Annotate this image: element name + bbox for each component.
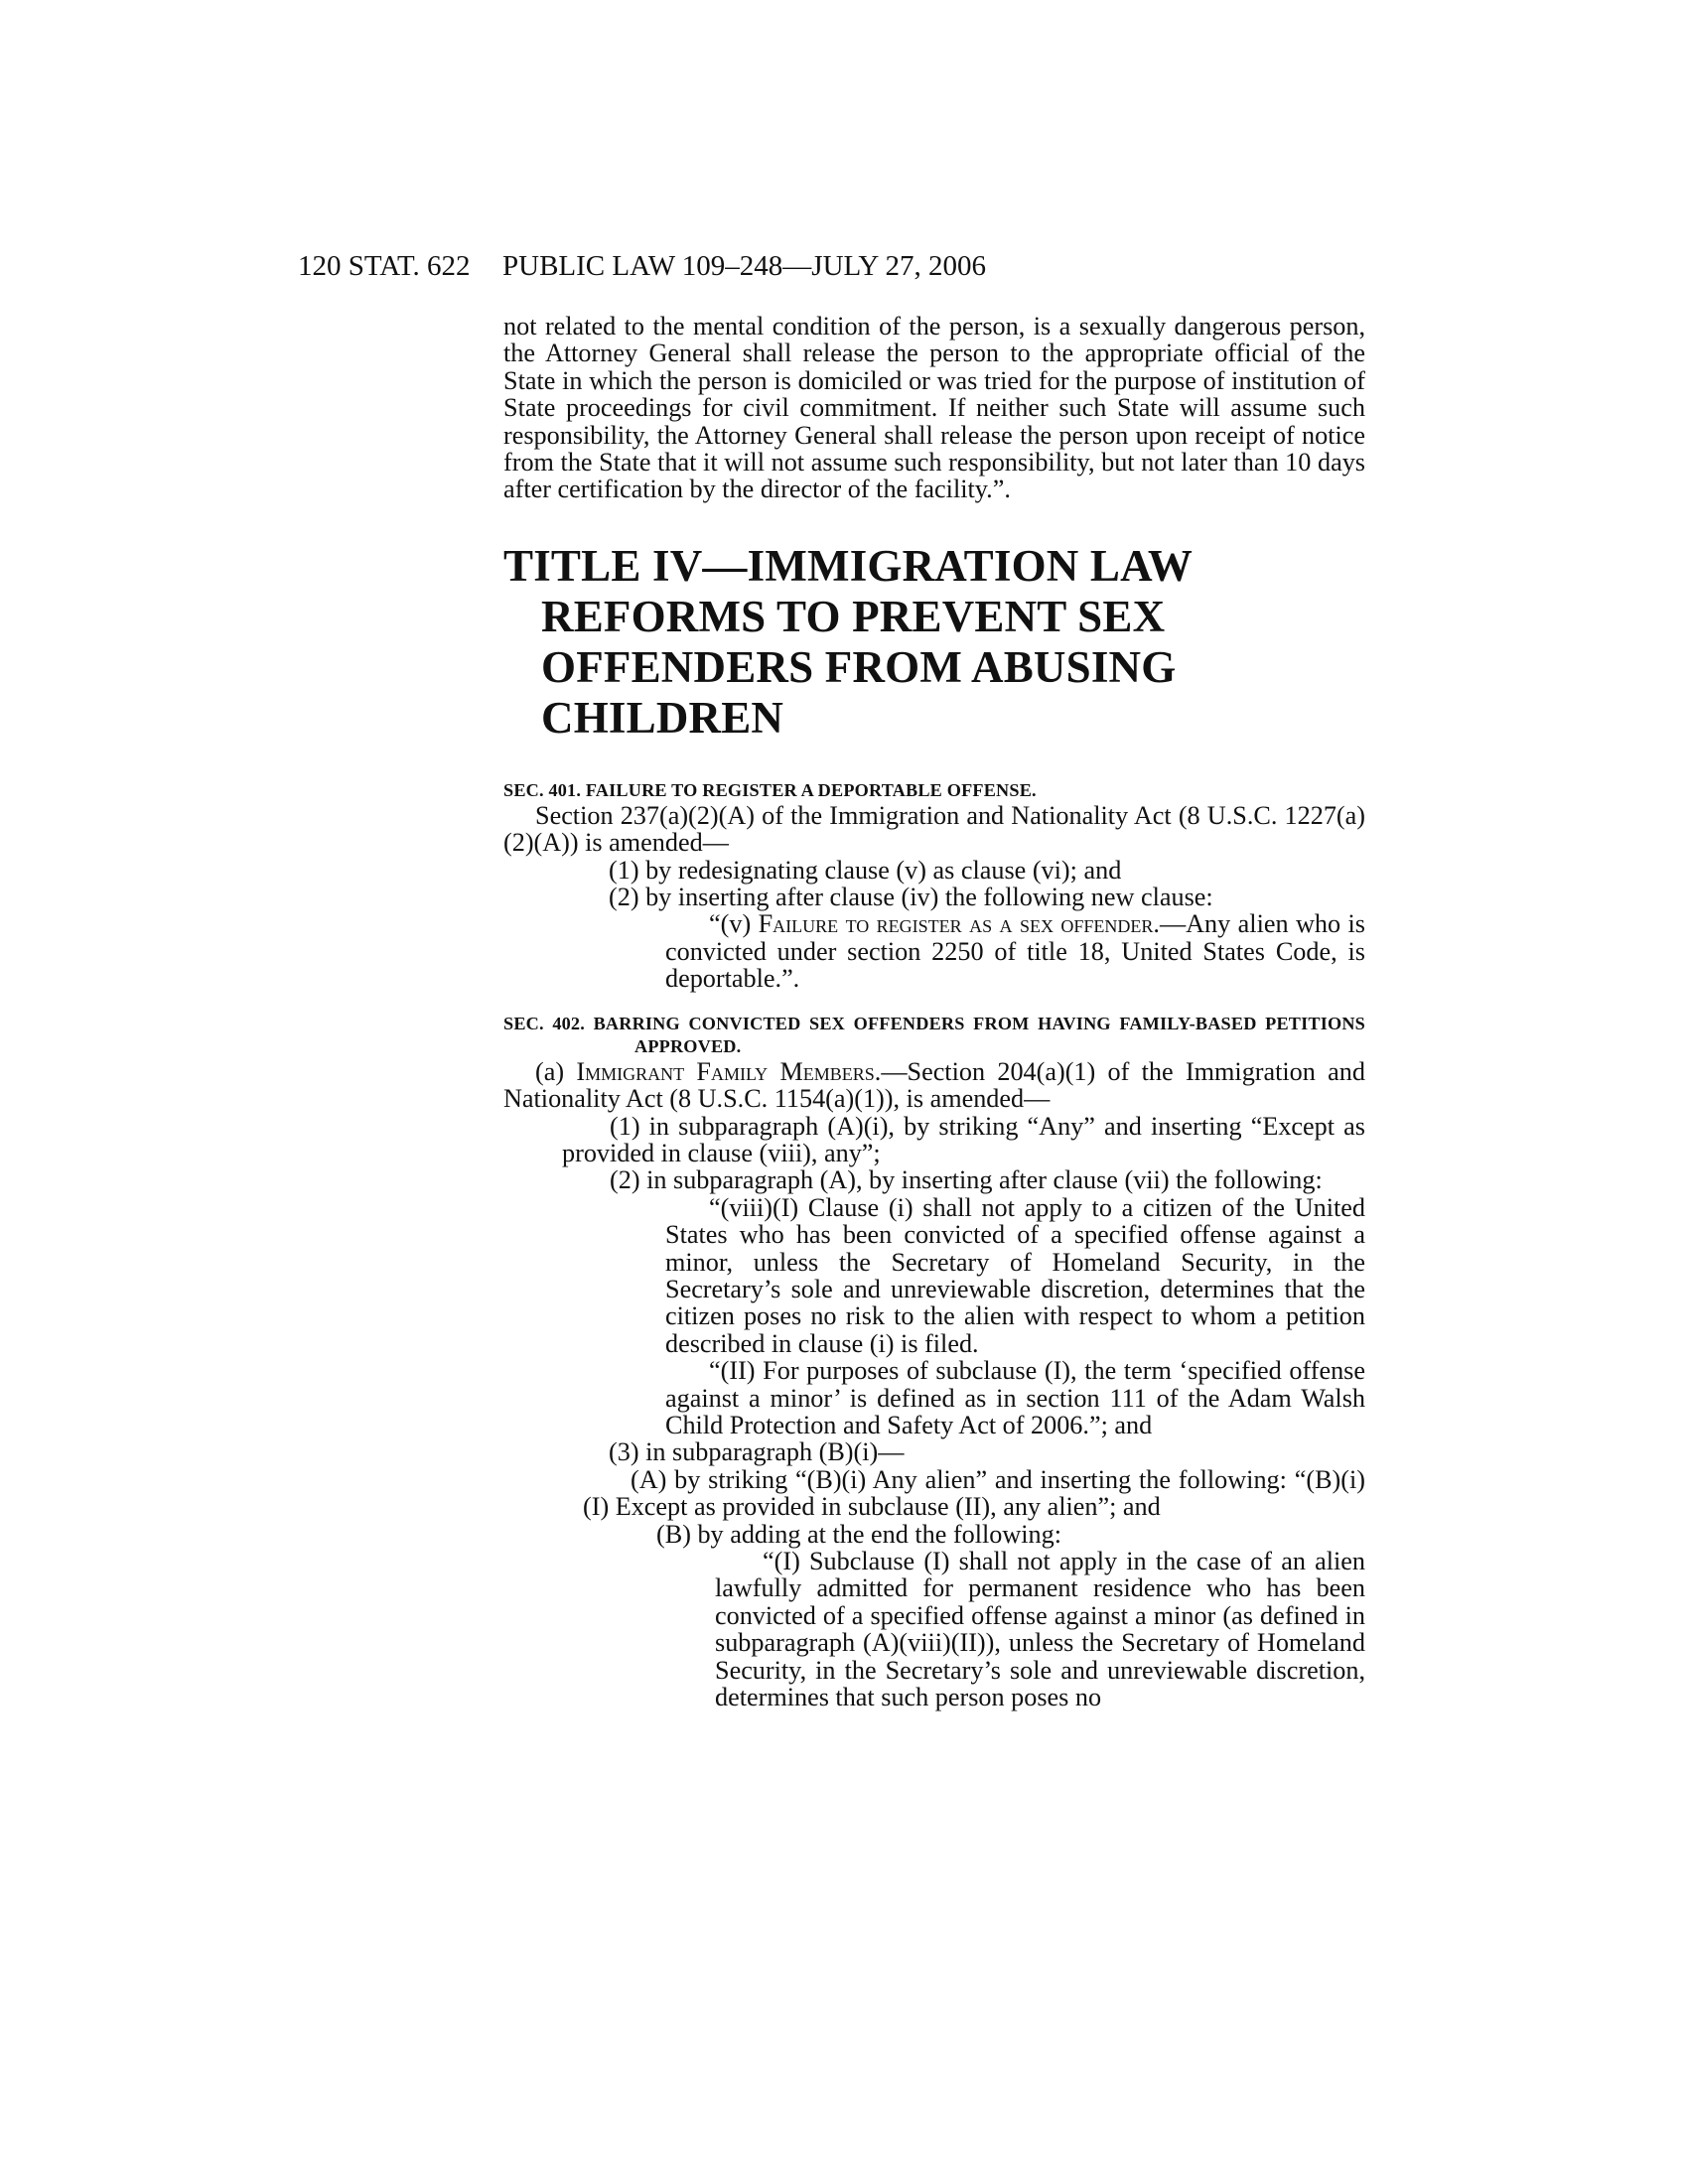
section-402-heading: SEC. 402. BARRING CONVICTED SEX OFFENDERS FROM HAVING FAMILY-BASED PETITIONS APPROVED. [503, 1013, 1365, 1056]
section-402-item-1: (1) in subparagraph (A)(i), by striking “Any” and inserting “Except as provided in clause (viii), any”; [562, 1111, 1365, 1167]
section-402-item-2: (2) in subparagraph (A), by inserting after clause (vii) the following: [610, 1165, 1323, 1195]
subsection-a-text: —Section 204(a)(1) of the Immigration and Nationality Act (8 U.S.C. 1154(a)(1)), is amended— [503, 1056, 1365, 1114]
public-law-citation: PUBLIC LAW 109–248—JULY 27, 2006 [502, 250, 986, 282]
subsection-a-lead: (a) [535, 1056, 577, 1086]
section-401-item-1: (1) by redesignating clause (v) as clause (vi); and [609, 855, 1122, 885]
quote-caption: Failure to register as a sex offender. [758, 909, 1160, 939]
quote-text: —Any alien who is convicted under section 2250 of title 18, United States Code, is deportable.”. [665, 909, 1365, 994]
title-heading: TITLE IV—IMMIGRATION LAW REFORMS TO PREVENT SEX OFFENDERS FROM ABUSING CHILDREN [503, 540, 1193, 743]
section-401-quoted-clause [503, 910, 1365, 992]
document-body [503, 313, 1365, 1710]
section-402-item-3B: (B) by adding at the end the following: [656, 1519, 1062, 1549]
section-401-intro: Section 237(a)(2)(A) of the Immigration and Nationality Act (8 U.S.C. 1227(a)(2)(A)) is amended— [503, 800, 1365, 858]
section-401-item-2: (2) by inserting after clause (iv) the following new clause: [609, 883, 1213, 912]
section-402-quoted-subclause: “(I) Subclause (I) shall not apply in the case of an alien lawfully admitted for permanent residence who has been convicted of a specified offense against a minor (as defined in subparagraph (A)(viii)(II)), unless the Secretary of Homeland Security, in the Secretary’s sole and unreviewable discretion, determines that such person poses no [715, 1547, 1365, 1712]
section-402-item-3: (3) in subparagraph (B)(i)— [609, 1437, 905, 1467]
section-402-clause-viii-II: “(II) For purposes of subclause (I), the term ‘specified offense against a minor’ is defined as in section 111 of the Adam Walsh Child Protection and Safety Act of 2006.”; and [665, 1356, 1365, 1439]
quote-lead: “(v) [709, 909, 759, 939]
section-401-heading: SEC. 401. FAILURE TO REGISTER A DEPORTABLE OFFENSE. [503, 779, 1037, 800]
running-header [298, 246, 1365, 286]
continuation-paragraph: not related to the mental condition of the person, is a sexually dangerous person, the Attorney General shall release the person to the appropriate official of the State in which the person is domiciled or was tried for the purpose of institution of State proceedings for civil commitment. If neither such State will assume such responsibility, the Attorney General shall release the person upon receipt of notice from the State that it will not assume such responsibility, but not later than 10 days after certification by the director of the facility.”. [503, 312, 1365, 504]
page-stat-number: 120 STAT. 622 [298, 250, 471, 282]
section-402-subsection-a [503, 1058, 1365, 1113]
section-402-item-3A: (A) by striking “(B)(i) Any alien” and inserting the following: “(B)(i)(I) Except as provided in subclause (II), any alien”; and [583, 1464, 1365, 1522]
subsection-a-caption: Immigrant Family Members. [576, 1056, 882, 1086]
section-402-clause-viii-I: “(viii)(I) Clause (i) shall not apply to a citizen of the United States who has been convicted of a specified offense against a minor, unless the Secretary of Homeland Security, in the Secretary’s sole and unreviewable discretion, determines that the citizen poses no risk to the alien with respect to whom a petition described in clause (i) is filed. [665, 1192, 1365, 1358]
